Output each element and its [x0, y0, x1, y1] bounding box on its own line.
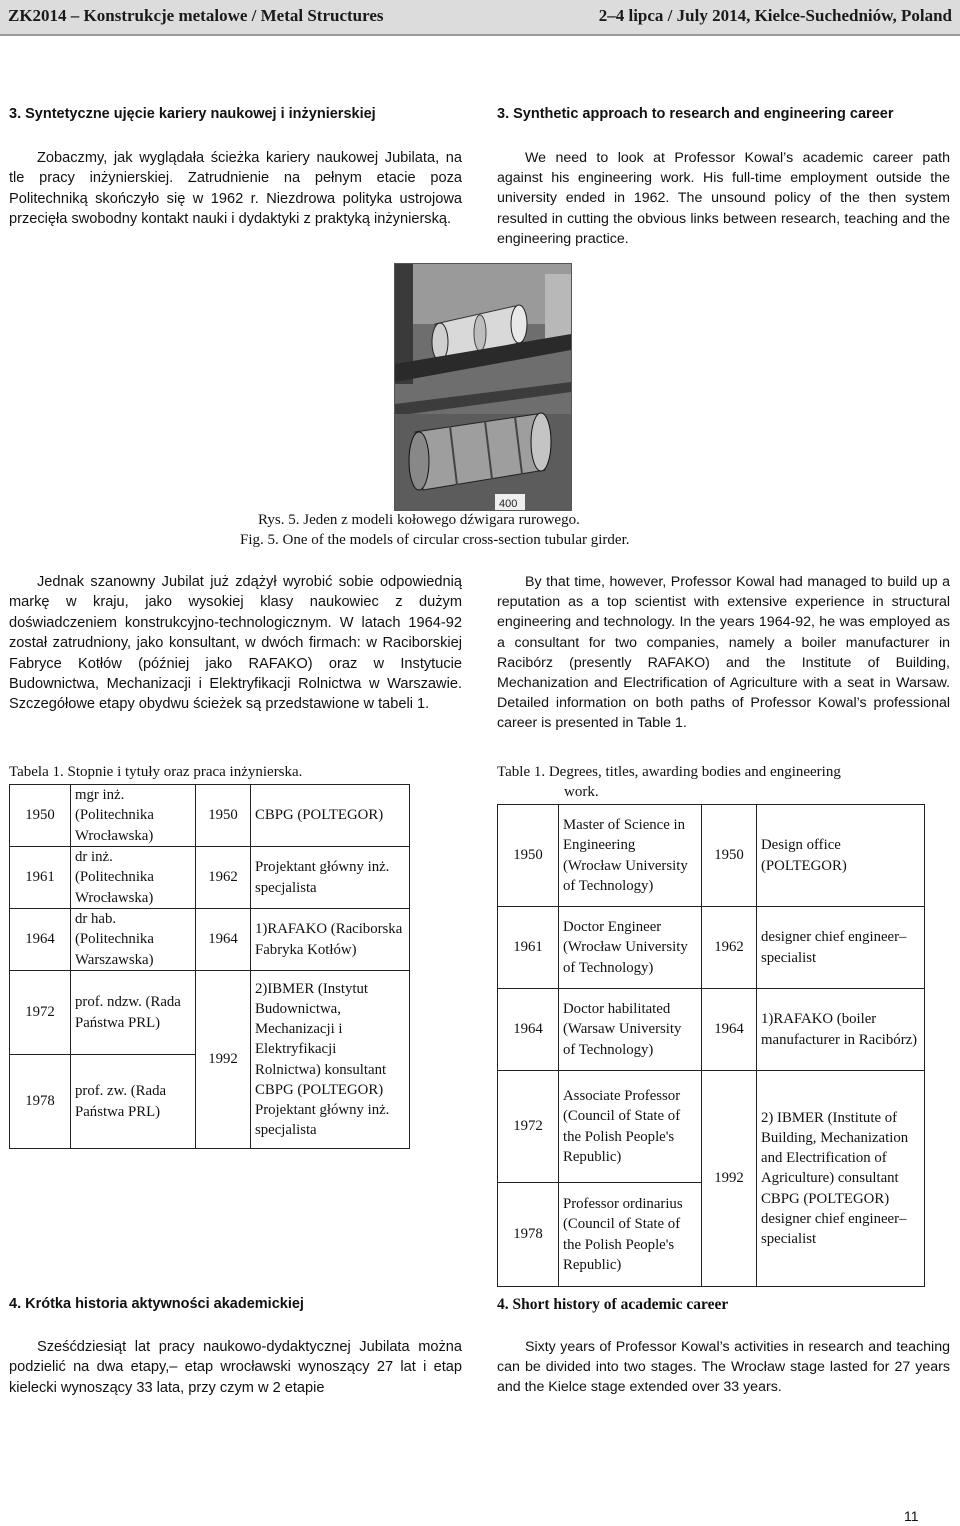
section-4-paragraph-pl: [9, 1337, 462, 1398]
table-row: [498, 805, 925, 907]
table-cell-year: 1972: [498, 1071, 559, 1183]
table-cell-year: 1978: [10, 1055, 71, 1149]
table-cell-degree: Doctor Engineer (Wrocław University of Technology): [559, 907, 702, 989]
table-cell-work: 2)IBMER (Instytut Budownictwa, Mechanizacji i Elektryfikacji Rolnictwa) konsultant CBPG (POLTEGOR) Projektant główny inż. specjalista: [251, 971, 410, 1149]
table-cell-degree: Doctor habilitated (Warsaw University of Technology): [559, 989, 702, 1071]
section-4-paragraph-en: [497, 1337, 950, 1398]
table-cell-work: 1)RAFAKO (Raciborska Fabryka Kotłów): [251, 909, 410, 971]
table-cell-degree: Professor ordinarius (Council of State of the Polish People's Republic): [559, 1183, 702, 1287]
table-cell-year: 1964: [498, 989, 559, 1071]
table-cell-year: 1972: [10, 971, 71, 1055]
figure-label: 400: [499, 498, 518, 510]
table-cell-work: Design office (POLTEGOR): [757, 805, 925, 907]
table-cell-work: designer chief engineer– specialist: [757, 907, 925, 989]
table-cell-year: 1950: [196, 785, 251, 847]
table-pl: [9, 784, 410, 1149]
table-cell-year: 1964: [196, 909, 251, 971]
section-3-paragraph2-en: [497, 572, 950, 734]
paragraph-text: Sixty years of Professor Kowal’s activities in research and teaching can be divided into two stages. The Wrocław stage lasted for 27 years and the Kielce stage extended over 33 years.: [497, 1339, 950, 1396]
figure-caption-pl: Rys. 5. Jeden z modeli kołowego dźwigara rurowego.: [258, 512, 580, 528]
figure-caption-en: Fig. 5. One of the models of circular cross-section tubular girder.: [240, 532, 630, 548]
section-3-heading-en: 3. Synthetic approach to research and engineering career: [497, 106, 894, 122]
table-cell-degree: mgr inż. (Politechnika Wrocławska): [71, 785, 196, 847]
table-row: [498, 989, 925, 1071]
header-right: 2–4 lipca / July 2014, Kielce-Suchedniów, Poland: [598, 6, 952, 25]
table-cell-year: 1978: [498, 1183, 559, 1287]
paragraph-text: Zobaczmy, jak wyglądała ścieżka kariery naukowej Jubilata, na tle pracy inżynierskiej. Zatrudnienie na pełnym etacie poza Politechniką skończyło się w 1962 r. Niezdrowa polityka ustrojowa przecięła swobodny kontakt nauki i dydaktyki z praktyką inżynierską.: [9, 150, 462, 228]
table-cell-work: Projektant główny inż. specjalista: [251, 847, 410, 909]
table-cell-year: 1992: [196, 971, 251, 1149]
table-cell-year: 1950: [702, 805, 757, 907]
table-row: [10, 971, 410, 1055]
table-en: [497, 804, 925, 1287]
table-row: [498, 907, 925, 989]
table-row: [498, 1071, 925, 1183]
table-cell-year: 1962: [702, 907, 757, 989]
section-3-heading-pl: 3. Syntetyczne ujęcie kariery naukowej i inżynierskiej: [9, 106, 376, 122]
section-4-heading-en: 4. Short history of academic career: [497, 1296, 729, 1313]
header-left: ZK2014 – Konstrukcje metalowe / Metal Structures: [8, 6, 384, 25]
table-row: [10, 909, 410, 971]
table-cell-work: CBPG (POLTEGOR): [251, 785, 410, 847]
table-cell-year: 1964: [702, 989, 757, 1071]
section-3-paragraph-en: [497, 148, 950, 249]
table-cell-work: 1)RAFAKO (boiler manufacturer in Racibórz): [757, 989, 925, 1071]
table-cell-degree: Master of Science in Engineering (Wrocław University of Technology): [559, 805, 702, 907]
table-title-pl: Tabela 1. Stopnie i tytuły oraz praca inżynierska.: [9, 764, 303, 780]
table-cell-degree: prof. ndzw. (Rada Państwa PRL): [71, 971, 196, 1055]
table-row: [10, 785, 410, 847]
table-title-en-line1: Table 1. Degrees, titles, awarding bodies and engineering: [497, 764, 841, 780]
section-3-paragraph2-pl: [9, 572, 462, 715]
table-cell-year: 1964: [10, 909, 71, 971]
section-3-paragraph-pl: [9, 148, 462, 230]
table-cell-year: 1992: [702, 1071, 757, 1287]
table-row: [10, 847, 410, 909]
paragraph-text: Jednak szanowny Jubilat już zdążył wyrobić sobie odpowiednią markę w kraju, jako wysokiej klasy naukowiec z dużym doświadczeniem konstrukcyjno-technologicznym. W latach 1964-92 został zatrudniony, jako konsultant, w dwóch firmach: w Raciborskiej Fabryce Kotłów (później jako RAFAKO) oraz w Instytucie Budownictwa, Mechanizacji i Elektryfikacji Rolnictwa w Warszawie. Szczegółowe etapy obydwu ścieżek są przedstawione w tabeli 1.: [9, 574, 462, 713]
table-cell-year: 1961: [10, 847, 71, 909]
paragraph-text: By that time, however, Professor Kowal had managed to build up a reputation as a top scientist with extensive experience in structural engineering and technology. In the years 1964-92, he was employed as a consultant for two companies, namely a boiler manufacturer in Racibórz (presently RAFAKO) and the Institute of Building, Mechanization and Electrification of Agriculture with a seat in Warsaw. Detailed information on both paths of Professor Kowal’s professional career is presented in Table 1.: [497, 574, 950, 732]
paragraph-text: Sześćdziesiąt lat pracy naukowo-dydaktycznej Jubilata można podzielić na dwa etapy,– etap wrocławski wynoszący 27 lat i etap kielecki wynoszący 33 lata, przy czym w 2 etapie: [9, 1339, 462, 1396]
paragraph-text: We need to look at Professor Kowal’s academic career path against his engineering work. His full-time employment outside the university ended in 1962. The unsound policy of the then system resulted in cutting the obvious links between research, teaching and the engineering practice.: [497, 150, 950, 247]
table-cell-year: 1950: [498, 805, 559, 907]
girder-photo-illustration: [395, 264, 571, 510]
conference-header: [0, 0, 960, 36]
table-cell-degree: dr inż. (Politechnika Wrocławska): [71, 847, 196, 909]
section-4-heading-pl: 4. Krótka historia aktywności akademickiej: [9, 1296, 304, 1312]
table-cell-year: 1950: [10, 785, 71, 847]
table-title-en-line2: work.: [564, 784, 599, 800]
table-cell-year: 1961: [498, 907, 559, 989]
figure-photo: [394, 263, 572, 511]
table-cell-year: 1962: [196, 847, 251, 909]
table-cell-work: 2) IBMER (Institute of Building, Mechanization and Electrification of Agriculture) consultant CBPG (POLTEGOR) designer chief engineer– specialist: [757, 1071, 925, 1287]
table-cell-degree: dr hab. (Politechnika Warszawska): [71, 909, 196, 971]
page-number: 11: [904, 1508, 919, 1524]
table-cell-degree: Associate Professor (Council of State of the Polish People's Republic): [559, 1071, 702, 1183]
table-cell-degree: prof. zw. (Rada Państwa PRL): [71, 1055, 196, 1149]
